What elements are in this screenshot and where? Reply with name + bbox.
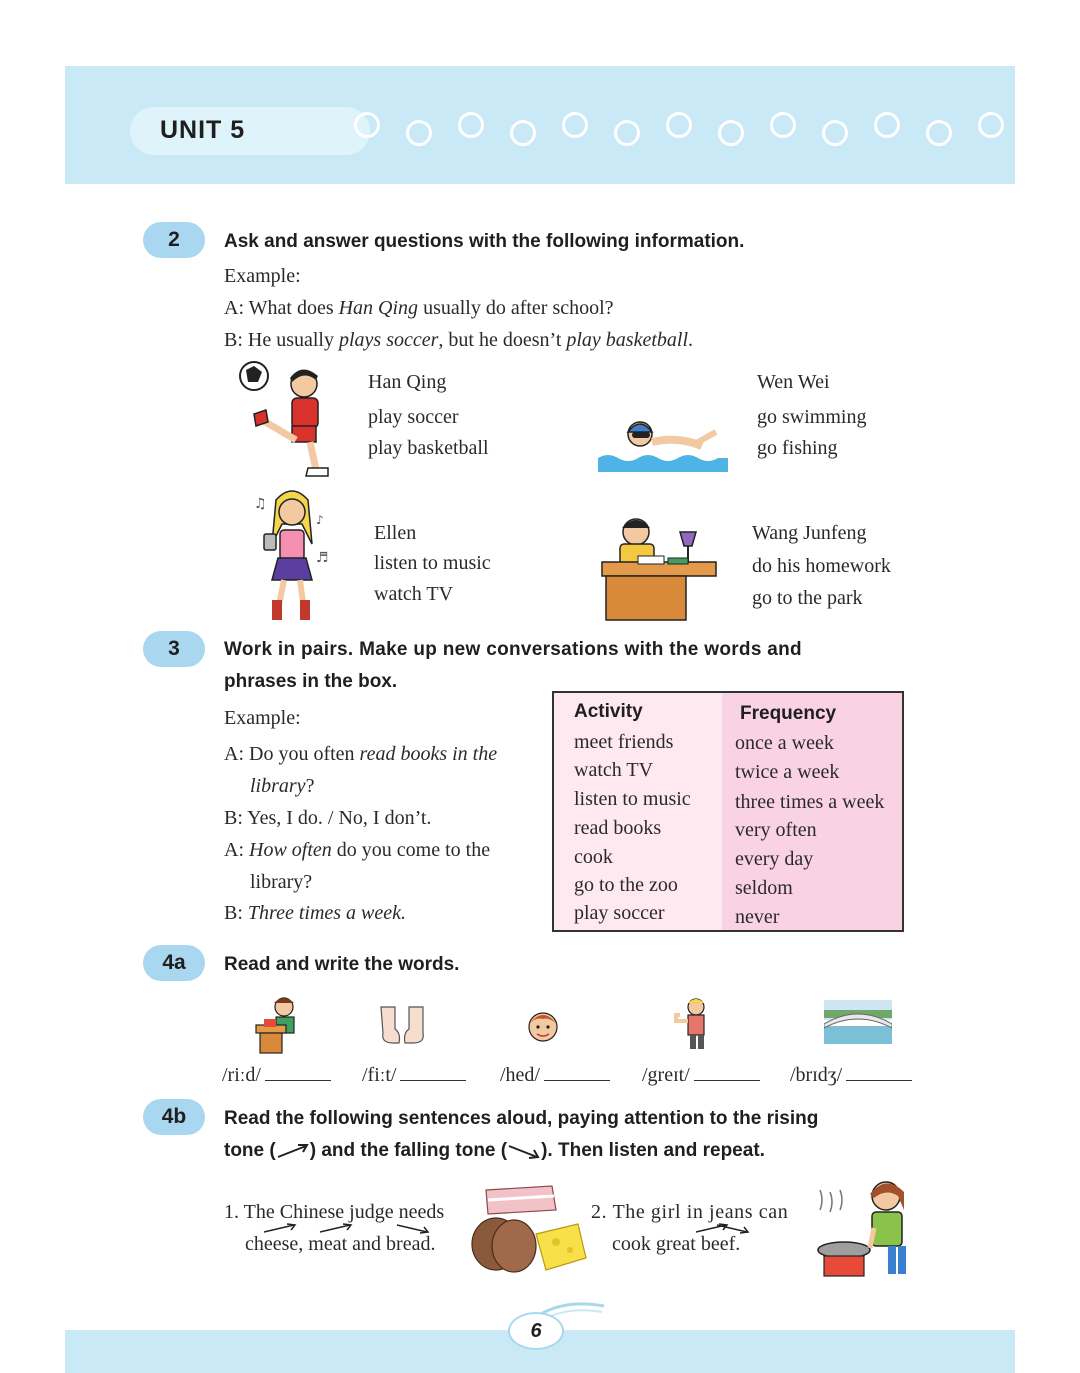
activity-item: play soccer bbox=[574, 902, 665, 924]
activity-item: meet friends bbox=[574, 731, 674, 753]
circle-icon bbox=[666, 112, 692, 138]
person-activity: play basketball bbox=[368, 437, 489, 459]
word-box-header-frequency: Frequency bbox=[740, 703, 837, 724]
answer-blank[interactable] bbox=[265, 1066, 331, 1081]
circle-icon bbox=[926, 120, 952, 146]
section-3-instruction-cont: phrases in the box. bbox=[224, 671, 398, 692]
phonetic-item bbox=[500, 1063, 610, 1087]
activity-item: cook bbox=[574, 846, 613, 868]
answer-blank[interactable] bbox=[544, 1066, 610, 1081]
text: B: bbox=[224, 902, 248, 924]
phonetic-item bbox=[642, 1063, 760, 1087]
section-3-example-b1: B: Yes, I do. / No, I don’t. bbox=[224, 807, 432, 829]
circle-icon bbox=[354, 112, 380, 138]
section-3-example-b2 bbox=[224, 901, 406, 925]
text: do you come to the bbox=[331, 839, 491, 861]
text: play basketball bbox=[566, 329, 689, 351]
section-3-example-a1-cont bbox=[250, 774, 314, 798]
swimmer-illustration bbox=[598, 412, 728, 472]
person-name: Wen Wei bbox=[757, 371, 830, 393]
rising-tone-icon bbox=[276, 1142, 310, 1160]
circle-icon bbox=[510, 120, 536, 146]
person-name: Ellen bbox=[374, 522, 417, 544]
tone-sentence-1: 1. The Chinese judge needs bbox=[224, 1201, 445, 1223]
circle-icon bbox=[406, 120, 432, 146]
section-4a-instruction: Read and write the words. bbox=[224, 954, 460, 975]
section-3-example-a2-cont: library? bbox=[250, 871, 313, 893]
person-activity: go swimming bbox=[757, 406, 867, 428]
svg-text:♫: ♫ bbox=[254, 496, 267, 512]
section-4b-badge: 4b bbox=[143, 1099, 205, 1135]
rising-tone-icon bbox=[318, 1222, 354, 1234]
phonetic-text: /hed/ bbox=[500, 1064, 540, 1086]
section-2-example-label: Example: bbox=[224, 265, 301, 287]
text: How often bbox=[249, 839, 332, 861]
section-4b-instruction-cont bbox=[224, 1140, 765, 1162]
text: ) and the falling tone ( bbox=[309, 1140, 508, 1161]
frequency-item: never bbox=[735, 906, 780, 928]
section-3-example-a2 bbox=[224, 838, 490, 862]
svg-text:♪: ♪ bbox=[316, 513, 324, 527]
tone-sentence-1-cont: cheese, meat and bread. bbox=[245, 1233, 436, 1255]
word-box-header-activity: Activity bbox=[574, 701, 643, 722]
tone-sentence-2-cont: cook great beef. bbox=[612, 1233, 741, 1255]
header-decoration-circles bbox=[350, 110, 1015, 150]
svg-text:♬: ♬ bbox=[316, 550, 329, 566]
text: ). Then listen and repeat. bbox=[541, 1140, 765, 1161]
circle-icon bbox=[458, 112, 484, 138]
frequency-item: seldom bbox=[735, 877, 793, 899]
falling-tone-icon bbox=[507, 1142, 541, 1160]
falling-tone-icon bbox=[715, 1222, 751, 1234]
feet-picture bbox=[375, 1003, 431, 1047]
text: ? bbox=[305, 775, 315, 797]
text: , but he doesn’t bbox=[438, 329, 567, 351]
text: library bbox=[250, 775, 306, 797]
boy-reading-picture bbox=[252, 995, 304, 1055]
person-activity: do his homework bbox=[752, 555, 891, 577]
circle-icon bbox=[874, 112, 900, 138]
text: B: He usually bbox=[224, 329, 339, 351]
answer-blank[interactable] bbox=[400, 1066, 466, 1081]
frequency-item: once a week bbox=[735, 732, 834, 754]
phonetic-text: /greɪt/ bbox=[642, 1064, 690, 1086]
activity-item: watch TV bbox=[574, 759, 654, 781]
person-activity: listen to music bbox=[374, 552, 491, 574]
circle-icon bbox=[614, 120, 640, 146]
phonetic-text: /brɪdʒ/ bbox=[790, 1064, 843, 1086]
frequency-item: twice a week bbox=[735, 761, 840, 783]
person-name: Wang Junfeng bbox=[752, 522, 867, 544]
circle-icon bbox=[822, 120, 848, 146]
text: tone ( bbox=[224, 1140, 276, 1161]
person-name: Han Qing bbox=[368, 371, 447, 393]
text: plays soccer bbox=[339, 329, 439, 351]
bridge-picture bbox=[824, 1000, 892, 1044]
text: A: What does bbox=[224, 297, 339, 319]
text: . bbox=[688, 329, 694, 351]
section-4a-badge: 4a bbox=[143, 945, 205, 981]
section-2-badge: 2 bbox=[143, 222, 205, 258]
section-3-example-a1 bbox=[224, 742, 497, 766]
tone-sentence-2: 2. The girl in jeans can bbox=[591, 1201, 789, 1223]
frequency-item: three times a week bbox=[735, 791, 885, 813]
text: read books in the bbox=[359, 743, 498, 765]
answer-blank[interactable] bbox=[846, 1066, 912, 1081]
rising-tone-icon bbox=[262, 1222, 298, 1234]
text: A: Do you often bbox=[224, 743, 360, 765]
section-3-badge: 3 bbox=[143, 631, 205, 667]
girl-listening-to-music-illustration bbox=[246, 484, 338, 624]
boy-doing-homework-illustration bbox=[598, 512, 720, 624]
circle-icon bbox=[770, 112, 796, 138]
phonetic-text: /riːd/ bbox=[222, 1064, 261, 1086]
section-3-example-label: Example: bbox=[224, 707, 301, 729]
section-2-example-a bbox=[224, 296, 614, 320]
phonetic-item bbox=[790, 1063, 912, 1087]
phonetic-text: /fiːt/ bbox=[362, 1064, 397, 1086]
activity-item: read books bbox=[574, 817, 662, 839]
circle-icon bbox=[978, 112, 1004, 138]
activity-item: go to the zoo bbox=[574, 874, 678, 896]
text: A: bbox=[224, 839, 249, 861]
page-number: 6 bbox=[508, 1312, 564, 1350]
falling-tone-icon bbox=[395, 1222, 431, 1234]
person-activity: watch TV bbox=[374, 583, 454, 605]
food-picture bbox=[466, 1180, 592, 1276]
person-activity: go fishing bbox=[757, 437, 838, 459]
girl-cooking-picture bbox=[810, 1170, 920, 1280]
text: Three times a week. bbox=[247, 902, 407, 924]
text: usually do after school? bbox=[418, 297, 614, 319]
unit-title: UNIT 5 bbox=[160, 116, 246, 144]
boy-playing-soccer-illustration bbox=[232, 358, 342, 480]
answer-blank[interactable] bbox=[694, 1066, 760, 1081]
person-activity: go to the park bbox=[752, 587, 863, 609]
section-3-instruction: Work in pairs. Make up new conversations with the words and bbox=[224, 639, 802, 660]
section-2-instruction: Ask and answer questions with the following information. bbox=[224, 231, 745, 252]
head-picture bbox=[526, 1007, 560, 1045]
phonetic-item bbox=[222, 1063, 331, 1087]
section-4b-instruction: Read the following sentences aloud, paying attention to the rising bbox=[224, 1108, 819, 1129]
person-activity: play soccer bbox=[368, 406, 459, 428]
circle-icon bbox=[562, 112, 588, 138]
phonetic-item bbox=[362, 1063, 466, 1087]
frequency-item: every day bbox=[735, 848, 814, 870]
frequency-item: very often bbox=[735, 819, 817, 841]
section-2-example-b bbox=[224, 328, 693, 352]
text: Han Qing bbox=[338, 297, 419, 319]
activity-item: listen to music bbox=[574, 788, 691, 810]
thumbs-up-boy-picture bbox=[670, 997, 712, 1051]
circle-icon bbox=[718, 120, 744, 146]
